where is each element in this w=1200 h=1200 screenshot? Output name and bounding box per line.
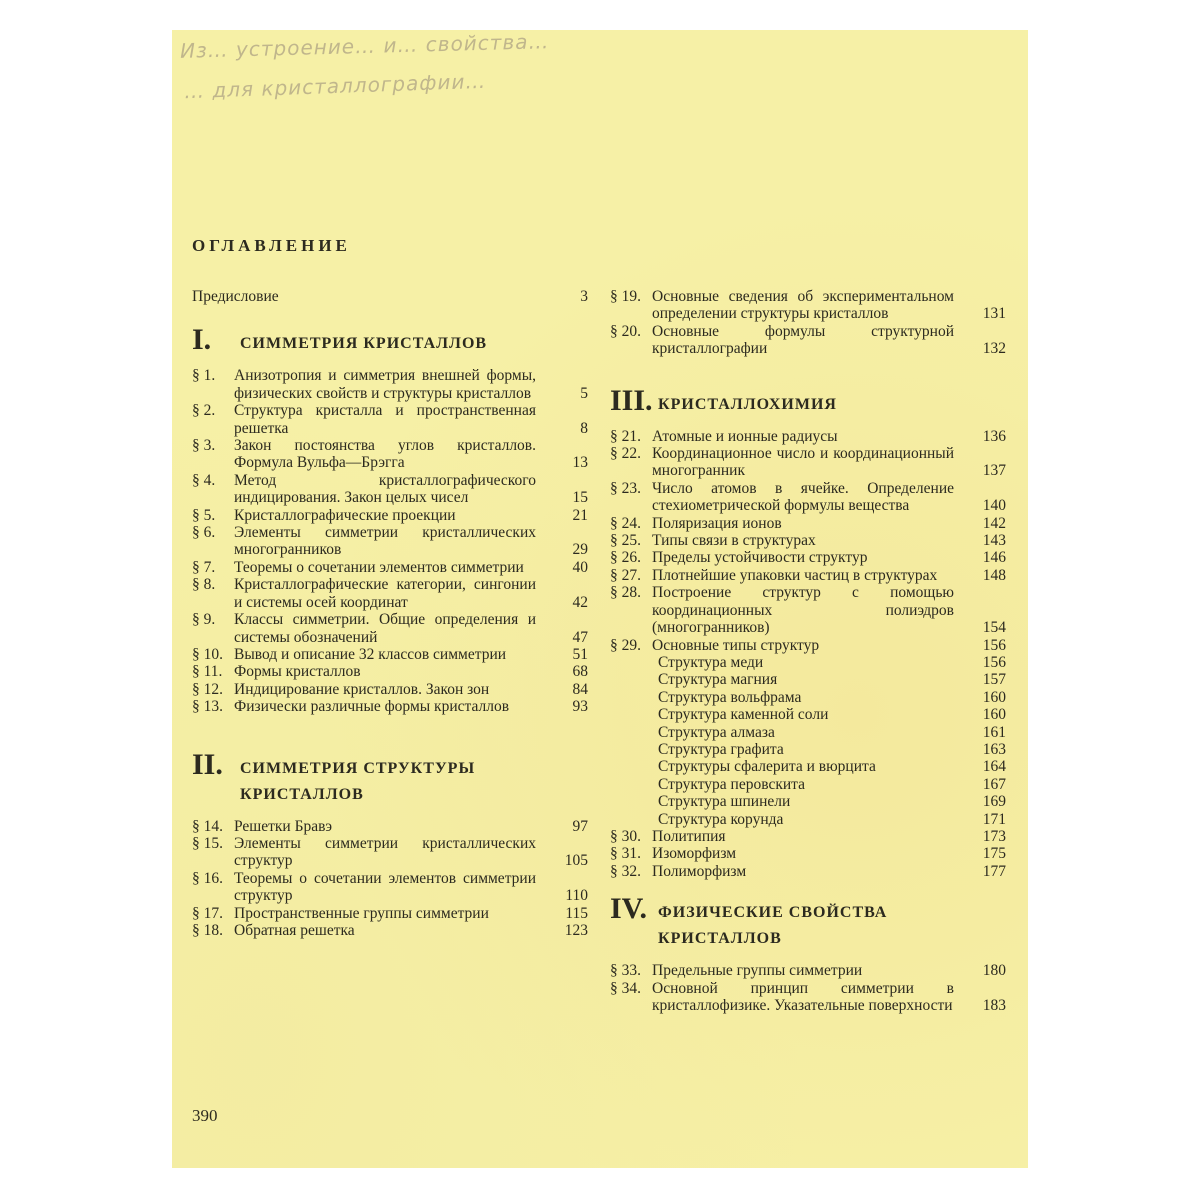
part-title: ФИЗИЧЕСКИЕ СВОЙСТВА КРИСТАЛЛОВ — [658, 904, 888, 948]
toc-entry — [192, 681, 588, 698]
section-number: § 23. — [610, 479, 641, 497]
entry-title: Структура магния — [658, 671, 778, 689]
part-title: СИММЕТРИЯ СТРУКТУРЫ КРИСТАЛЛОВ — [240, 759, 476, 803]
entry-page: 156 — [982, 653, 1006, 671]
entry-title: Предисловие — [192, 288, 279, 305]
entry-page: 8 — [580, 419, 588, 437]
entry-page: 156 — [982, 636, 1006, 654]
section-number: § 8. — [192, 576, 216, 594]
toc-entry — [192, 646, 588, 663]
entry-title: Кристаллографические категории, сингонии и системы осей координат — [234, 576, 536, 611]
structure-entry — [610, 654, 1006, 671]
entry-title: Пространственные группы симметрии — [234, 904, 489, 922]
preface-entry — [192, 288, 588, 305]
section-number: § 6. — [192, 524, 216, 542]
entry-page: 51 — [572, 645, 588, 663]
entry-page: 167 — [982, 775, 1006, 793]
toc-entry — [610, 962, 1006, 979]
part-title: СИММЕТРИЯ КРИСТАЛЛОВ — [240, 335, 488, 353]
section-number: § 32. — [610, 862, 641, 880]
toc-entry — [610, 445, 1006, 480]
toc-entry — [192, 524, 588, 559]
toc-entry — [610, 637, 1006, 654]
entry-title: Теоремы о сочетании элементов симметрии структур — [234, 869, 536, 905]
entry-title: Пределы устойчивости структур — [652, 549, 868, 567]
section-list — [610, 828, 1006, 880]
section-number: § 27. — [610, 566, 641, 584]
section-list — [192, 818, 588, 940]
entry-page: 132 — [982, 340, 1006, 358]
part-heading — [610, 894, 1006, 952]
structure-entry — [610, 793, 1006, 810]
entry-title: Плотнейшие упаковки частиц в структурах — [652, 566, 938, 584]
section-number: § 19. — [610, 288, 641, 305]
toc-entry — [610, 567, 1006, 584]
toc-entry — [610, 845, 1006, 862]
section-number: § 18. — [192, 921, 223, 939]
handwritten-note-line-1: Из… устроение… и… свойства… — [179, 29, 550, 63]
entry-page: 115 — [565, 904, 588, 922]
toc-entry — [610, 828, 1006, 845]
entry-page: 140 — [982, 497, 1006, 515]
toc-entry — [192, 402, 588, 437]
structure-entry — [610, 706, 1006, 723]
entry-page: 3 — [580, 288, 588, 305]
toc-entry — [192, 835, 588, 870]
section-number: § 9. — [192, 611, 216, 629]
toc-entry — [610, 532, 1006, 549]
toc-entry — [192, 922, 588, 939]
section-number: § 11. — [192, 663, 223, 681]
entry-title: Построение структур с помощью координационных полиэдров (многогранников) — [652, 584, 954, 637]
section-number: § 1. — [192, 367, 216, 385]
toc-entry — [192, 870, 588, 905]
entry-page: 42 — [572, 593, 588, 611]
entry-title: Структура вольфрама — [658, 688, 802, 706]
part-numeral: I. — [192, 323, 212, 357]
entry-title: Элементы симметрии кристаллических многогранников — [234, 524, 536, 559]
contents-heading: ОГЛАВЛЕНИЕ — [192, 236, 351, 255]
entry-title: Анизотропия и симметрия внешней формы, физических свойств и структуры кристаллов — [234, 367, 536, 402]
entry-page: 180 — [982, 962, 1006, 980]
section-number: § 24. — [610, 514, 641, 532]
entry-title: Физически различные формы кристаллов — [234, 698, 510, 716]
handwritten-note-line-2: … для кристаллографии… — [183, 68, 487, 104]
entry-title: Решетки Бравэ — [234, 817, 333, 835]
entry-page: 40 — [572, 558, 588, 576]
section-number: § 7. — [192, 558, 216, 576]
toc-entry — [192, 472, 588, 507]
entry-title: Политипия — [652, 827, 726, 845]
entry-title: Число атомов в ячейке. Определение стехиометрической формулы вещества — [652, 479, 954, 515]
entry-page: 148 — [982, 566, 1006, 584]
structure-entry — [610, 758, 1006, 775]
book-page — [172, 30, 1028, 1168]
toc-entry — [192, 905, 588, 922]
entry-page: 105 — [564, 852, 588, 870]
entry-title: Структура графита — [658, 740, 784, 758]
entry-title: Структура корунда — [658, 810, 784, 828]
toc-entry — [610, 980, 1006, 1015]
part-numeral: IV. — [610, 892, 647, 926]
toc-entry — [610, 549, 1006, 566]
entry-title: Типы связи в структурах — [652, 532, 816, 550]
section-number: § 22. — [610, 445, 641, 463]
entry-page: 160 — [982, 706, 1006, 724]
entry-page: 93 — [572, 698, 588, 716]
entry-title: Структура кристалла и пространственная решетка — [234, 402, 536, 437]
entry-page: 173 — [982, 827, 1006, 845]
structure-list — [610, 654, 1006, 828]
section-list — [610, 962, 1006, 1014]
entry-title: Закон постоянства углов кристаллов. Формула Вульфа—Брэгга — [234, 437, 536, 472]
entry-title: Предельные группы симметрии — [652, 962, 863, 980]
structure-entry — [610, 689, 1006, 706]
entry-page: 21 — [572, 506, 588, 524]
section-number: § 13. — [192, 698, 223, 716]
section-number: § 2. — [192, 402, 216, 420]
toc-entry — [610, 323, 1006, 358]
section-list — [610, 428, 1006, 654]
section-number: § 31. — [610, 845, 641, 863]
section-number: § 28. — [610, 584, 641, 602]
toc-entry — [610, 428, 1006, 445]
entry-page: 169 — [982, 793, 1006, 811]
section-number: § 15. — [192, 834, 223, 852]
toc-entry — [610, 288, 1006, 323]
entry-title: Полиморфизм — [652, 862, 747, 880]
toc-entry — [192, 507, 588, 524]
section-number: § 25. — [610, 532, 641, 550]
entry-page: 154 — [982, 619, 1006, 637]
entry-page: 13 — [572, 454, 588, 472]
entry-title: Основной принцип симметрии в кристаллофизике. Указательные поверхности — [652, 979, 954, 1014]
entry-page: 84 — [572, 680, 588, 698]
toc-entry — [610, 515, 1006, 532]
entry-title: Структура шпинели — [658, 793, 791, 811]
section-number: § 29. — [610, 636, 641, 654]
entry-page: 146 — [982, 549, 1006, 567]
entry-page: 15 — [572, 489, 588, 507]
structure-entry — [610, 811, 1006, 828]
entry-page: 160 — [982, 688, 1006, 706]
structure-entry — [610, 724, 1006, 741]
entry-title: Изоморфизм — [652, 845, 737, 863]
entry-title: Обратная решетка — [234, 921, 355, 939]
right-column — [610, 288, 1006, 1014]
entry-title: Вывод и описание 32 классов симметрии — [234, 645, 507, 663]
entry-title: Основные типы структур — [652, 636, 820, 654]
entry-page: 171 — [982, 810, 1006, 828]
section-number: § 14. — [192, 817, 223, 835]
entry-title: Структура меди — [658, 653, 764, 671]
entry-title: Метод кристаллографического индицирования. Закон целых чисел — [234, 471, 536, 507]
toc-entry — [192, 818, 588, 835]
section-number: § 16. — [192, 869, 223, 887]
entry-title: Атомные и ионные радиусы — [652, 427, 838, 445]
section-number: § 3. — [192, 437, 216, 455]
structure-entry — [610, 741, 1006, 758]
entry-page: 183 — [982, 997, 1006, 1014]
entry-page: 68 — [572, 663, 588, 681]
entry-title: Основные сведения об экспериментальном определении структуры кристаллов — [652, 288, 954, 323]
entry-page: 143 — [982, 532, 1006, 550]
entry-page: 29 — [572, 541, 588, 559]
entry-title: Кристаллографические проекции — [234, 506, 456, 524]
entry-page: 163 — [982, 740, 1006, 758]
entry-title: Формы кристаллов — [234, 663, 361, 681]
structure-entry — [610, 776, 1006, 793]
toc-entry — [192, 698, 588, 715]
section-number: § 30. — [610, 827, 641, 845]
entry-title: Основные формулы структурной кристаллографии — [652, 322, 954, 358]
section-number: § 21. — [610, 427, 641, 445]
entry-page: 123 — [564, 921, 588, 939]
entry-page: 157 — [982, 671, 1006, 689]
entry-title: Элементы симметрии кристаллических структур — [234, 834, 536, 870]
toc-entry — [192, 437, 588, 472]
section-number: § 10. — [192, 645, 223, 663]
structure-entry — [610, 671, 1006, 688]
entry-page: 164 — [982, 758, 1006, 776]
toc-entry — [192, 576, 588, 611]
entry-title: Структура алмаза — [658, 723, 775, 741]
part-heading — [192, 747, 588, 808]
entry-page: 5 — [580, 384, 588, 402]
section-number: § 5. — [192, 506, 216, 524]
entry-page: 131 — [982, 305, 1006, 323]
entry-page: 177 — [982, 862, 1006, 880]
entry-title: Координационное число и координационный многогранник — [652, 445, 954, 480]
section-number: § 34. — [610, 979, 641, 997]
entry-page: 110 — [565, 887, 588, 905]
toc-entry — [610, 584, 1006, 636]
entry-page: 142 — [982, 514, 1006, 532]
entry-title: Индицирование кристаллов. Закон зон — [234, 680, 490, 698]
part-heading — [192, 325, 588, 357]
page-number: 390 — [192, 1106, 218, 1125]
entry-title: Структура перовскита — [658, 775, 805, 793]
part-heading — [610, 383, 1006, 418]
entry-page: 161 — [982, 723, 1006, 741]
entry-title: Структура каменной соли — [658, 706, 829, 724]
section-number: § 33. — [610, 962, 641, 980]
left-column — [192, 288, 588, 939]
section-list — [610, 288, 1006, 358]
section-number: § 20. — [610, 322, 641, 340]
entry-title: Структуры сфалерита и вюрцита — [658, 758, 876, 776]
toc-entry — [192, 559, 588, 576]
toc-entry — [192, 611, 588, 646]
entry-title: Теоремы о сочетании элементов симметрии — [234, 558, 524, 576]
part-title: КРИСТАЛЛОХИМИЯ — [658, 395, 837, 413]
entry-title: Классы симметрии. Общие определения и системы обозначений — [234, 611, 536, 646]
entry-page: 97 — [572, 817, 588, 835]
toc-entry — [192, 367, 588, 402]
part-numeral: III. — [610, 383, 653, 417]
entry-page: 175 — [982, 845, 1006, 863]
section-list — [192, 367, 588, 715]
toc-entry — [610, 863, 1006, 880]
entry-page: 137 — [982, 462, 1006, 480]
section-number: § 4. — [192, 471, 216, 489]
section-number: § 17. — [192, 904, 223, 922]
entry-page: 136 — [982, 427, 1006, 445]
section-number: § 26. — [610, 549, 641, 567]
section-number: § 12. — [192, 680, 223, 698]
entry-title: Поляризация ионов — [652, 514, 782, 532]
entry-page: 47 — [572, 628, 588, 646]
part-numeral: II. — [192, 747, 223, 781]
toc-entry — [610, 480, 1006, 515]
toc-entry — [192, 663, 588, 680]
